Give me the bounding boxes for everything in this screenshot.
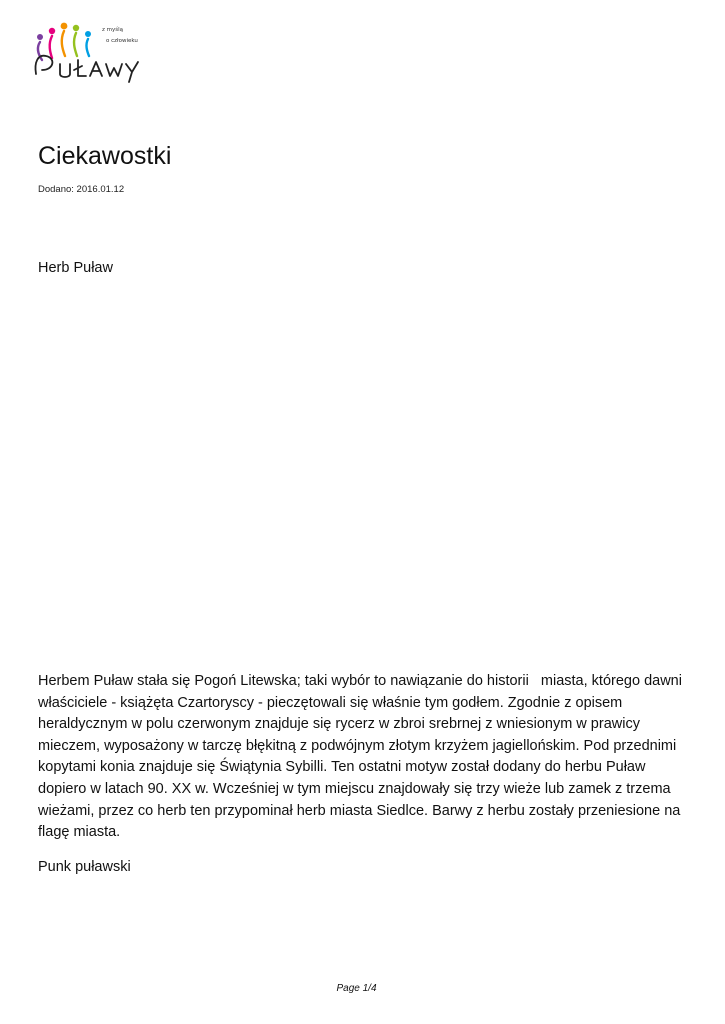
svg-text:o człowieku: o człowieku — [106, 38, 138, 44]
page-title: Ciekawostki — [38, 142, 172, 170]
page-number: Page 1/4 — [336, 983, 377, 994]
article-body: Herbem Puław stała się Pogoń Litewska; taki wybór to nawiązanie do historii miasta, którego dawni właściciele - książęta Czartoryscy - pieczętowali się właśnie tym godłem. Zgodnie z opisem heraldycznym w polu czerwonym znajduje się rycerz w zbroi srebrnej z wniesionym w prawicy mieczem, wyposażony w tarczę błękitną z podwójnym złotym krzyżem jagiellońskim. Pod przednimi kopytami konia znajduje się Świątynia Sybilli. Ten ostatni motyw został dodany do herbu Puław dopiero w latach 90. XX w. Wcześniej w tym miejscu znajdowały się trzy wieże lub zamek z trzema wieżami, przez co herb ten przypominał herb miasta Siedlce. Barwy z herbu zostały przeniesione na flagę miasta. — [38, 673, 686, 841]
svg-text:z myślą: z myślą — [102, 27, 124, 33]
publish-date: Dodano: 2016.01.12 — [38, 184, 125, 195]
section-heading: Herb Puław — [38, 260, 113, 276]
logo-wordmark — [35, 56, 138, 82]
pulawy-logo — [30, 14, 146, 86]
logo-figures — [37, 23, 91, 60]
section-subheading: Punk puławski — [38, 859, 131, 875]
